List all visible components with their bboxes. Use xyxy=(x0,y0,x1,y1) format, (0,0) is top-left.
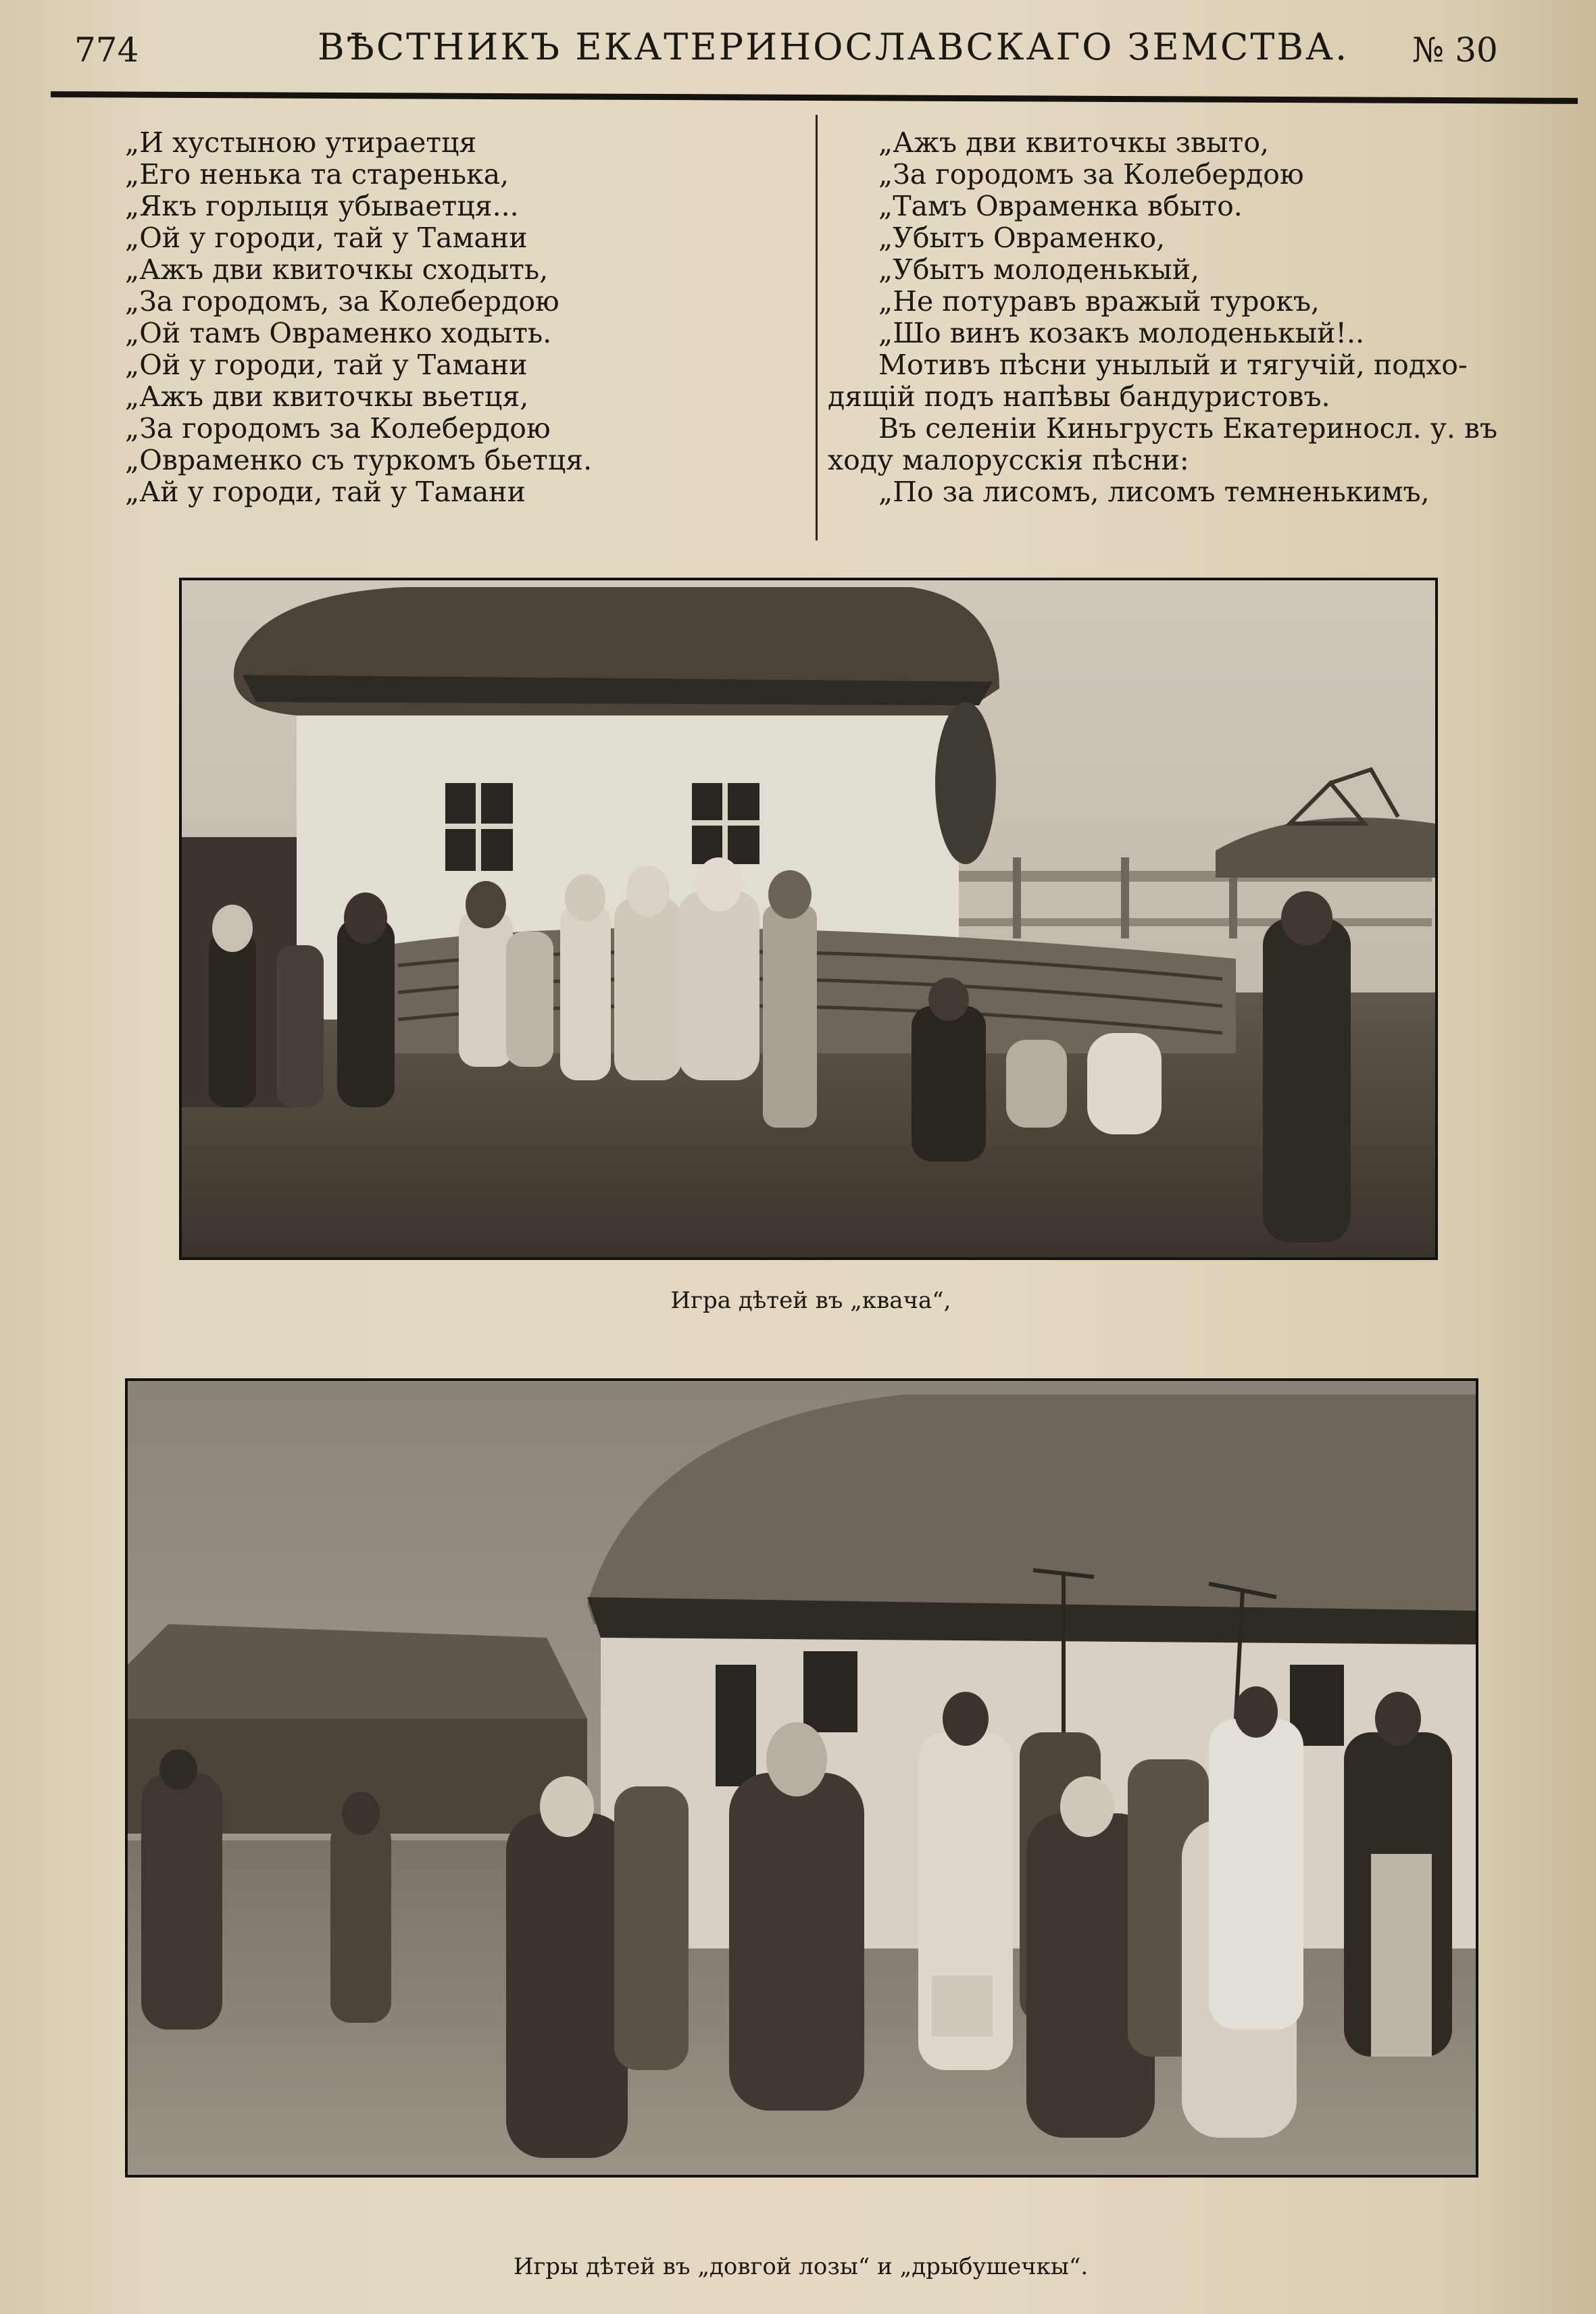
verse-line: „Шо винъ козакъ молоденькый!.. xyxy=(878,317,1365,349)
prose-line: Въ селеніи Киньгрусть Екатериносл. у. въ xyxy=(878,412,1498,445)
photo-kvacha-image xyxy=(182,580,1435,1257)
verse-line: „Убытъ молоденькый, xyxy=(878,253,1200,286)
figure-caption-2: Игры дѣтей въ „довгой лозы“ и „дрыбушечкы“. xyxy=(513,2253,1089,2280)
verse-line: „Ой у городи, тай у Тамани xyxy=(125,222,528,254)
verse-line: „Не потуравъ вражый турокъ, xyxy=(878,285,1320,318)
verse-line: „Ажъ дви квиточкы сходыть, xyxy=(125,253,549,286)
left-column xyxy=(125,127,801,508)
column-divider xyxy=(816,115,818,540)
right-column xyxy=(828,127,1585,508)
issue-number: № 30 xyxy=(1412,30,1498,70)
prose-line: ходу малорусскія пѣсни: xyxy=(828,444,1189,476)
photo-children-games xyxy=(125,1378,1478,2178)
verse-line: „Якъ горлыця убываетця... xyxy=(125,190,519,222)
verse-line: „И хустыною утираетця xyxy=(125,126,477,159)
verse-line: „Ой у городи, тай у Тамани xyxy=(125,349,528,381)
verse-line: „Его ненька та старенька, xyxy=(125,158,509,191)
verse-line: „Ай у городи, тай у Тамани xyxy=(125,476,526,508)
photo-children-kvacha xyxy=(179,578,1438,1260)
verse-line: „Ажъ дви квиточкы звыто, xyxy=(878,126,1270,159)
verse-line: „Ой тамъ Овраменко ходыть. xyxy=(125,317,552,349)
verse-line: „Тамъ Овраменка вбыто. xyxy=(878,190,1243,222)
photo-games-image xyxy=(128,1381,1476,2175)
prose-line: Мотивъ пѣсни унылый и тягучій, подхо- xyxy=(878,349,1468,381)
verse-line: „За городомъ за Колебердою xyxy=(125,412,551,445)
verse-line: „За городомъ за Колебердою xyxy=(878,158,1304,191)
verse-line: „По за лисомъ, лисомъ темненькимъ, xyxy=(878,476,1430,508)
verse-line: „Ажъ дви квиточкы вьетця, xyxy=(125,380,529,413)
verse-line: „Овраменко съ туркомъ бьетця. xyxy=(125,444,593,476)
figure-caption-1: Игра дѣтей въ „квача“, xyxy=(670,1287,951,1314)
verse-line: „Убытъ Овраменко, xyxy=(878,222,1166,254)
journal-title: ВѢСТНИКЪ ЕКАТЕРИНОСЛАВСКАГО ЗЕМСТВА. xyxy=(318,26,1349,68)
verse-line: „За городомъ, за Колебердою xyxy=(125,285,559,318)
page-number: 774 xyxy=(74,30,139,70)
prose-line: дящій подъ напѣвы бандуристовъ. xyxy=(828,380,1330,413)
